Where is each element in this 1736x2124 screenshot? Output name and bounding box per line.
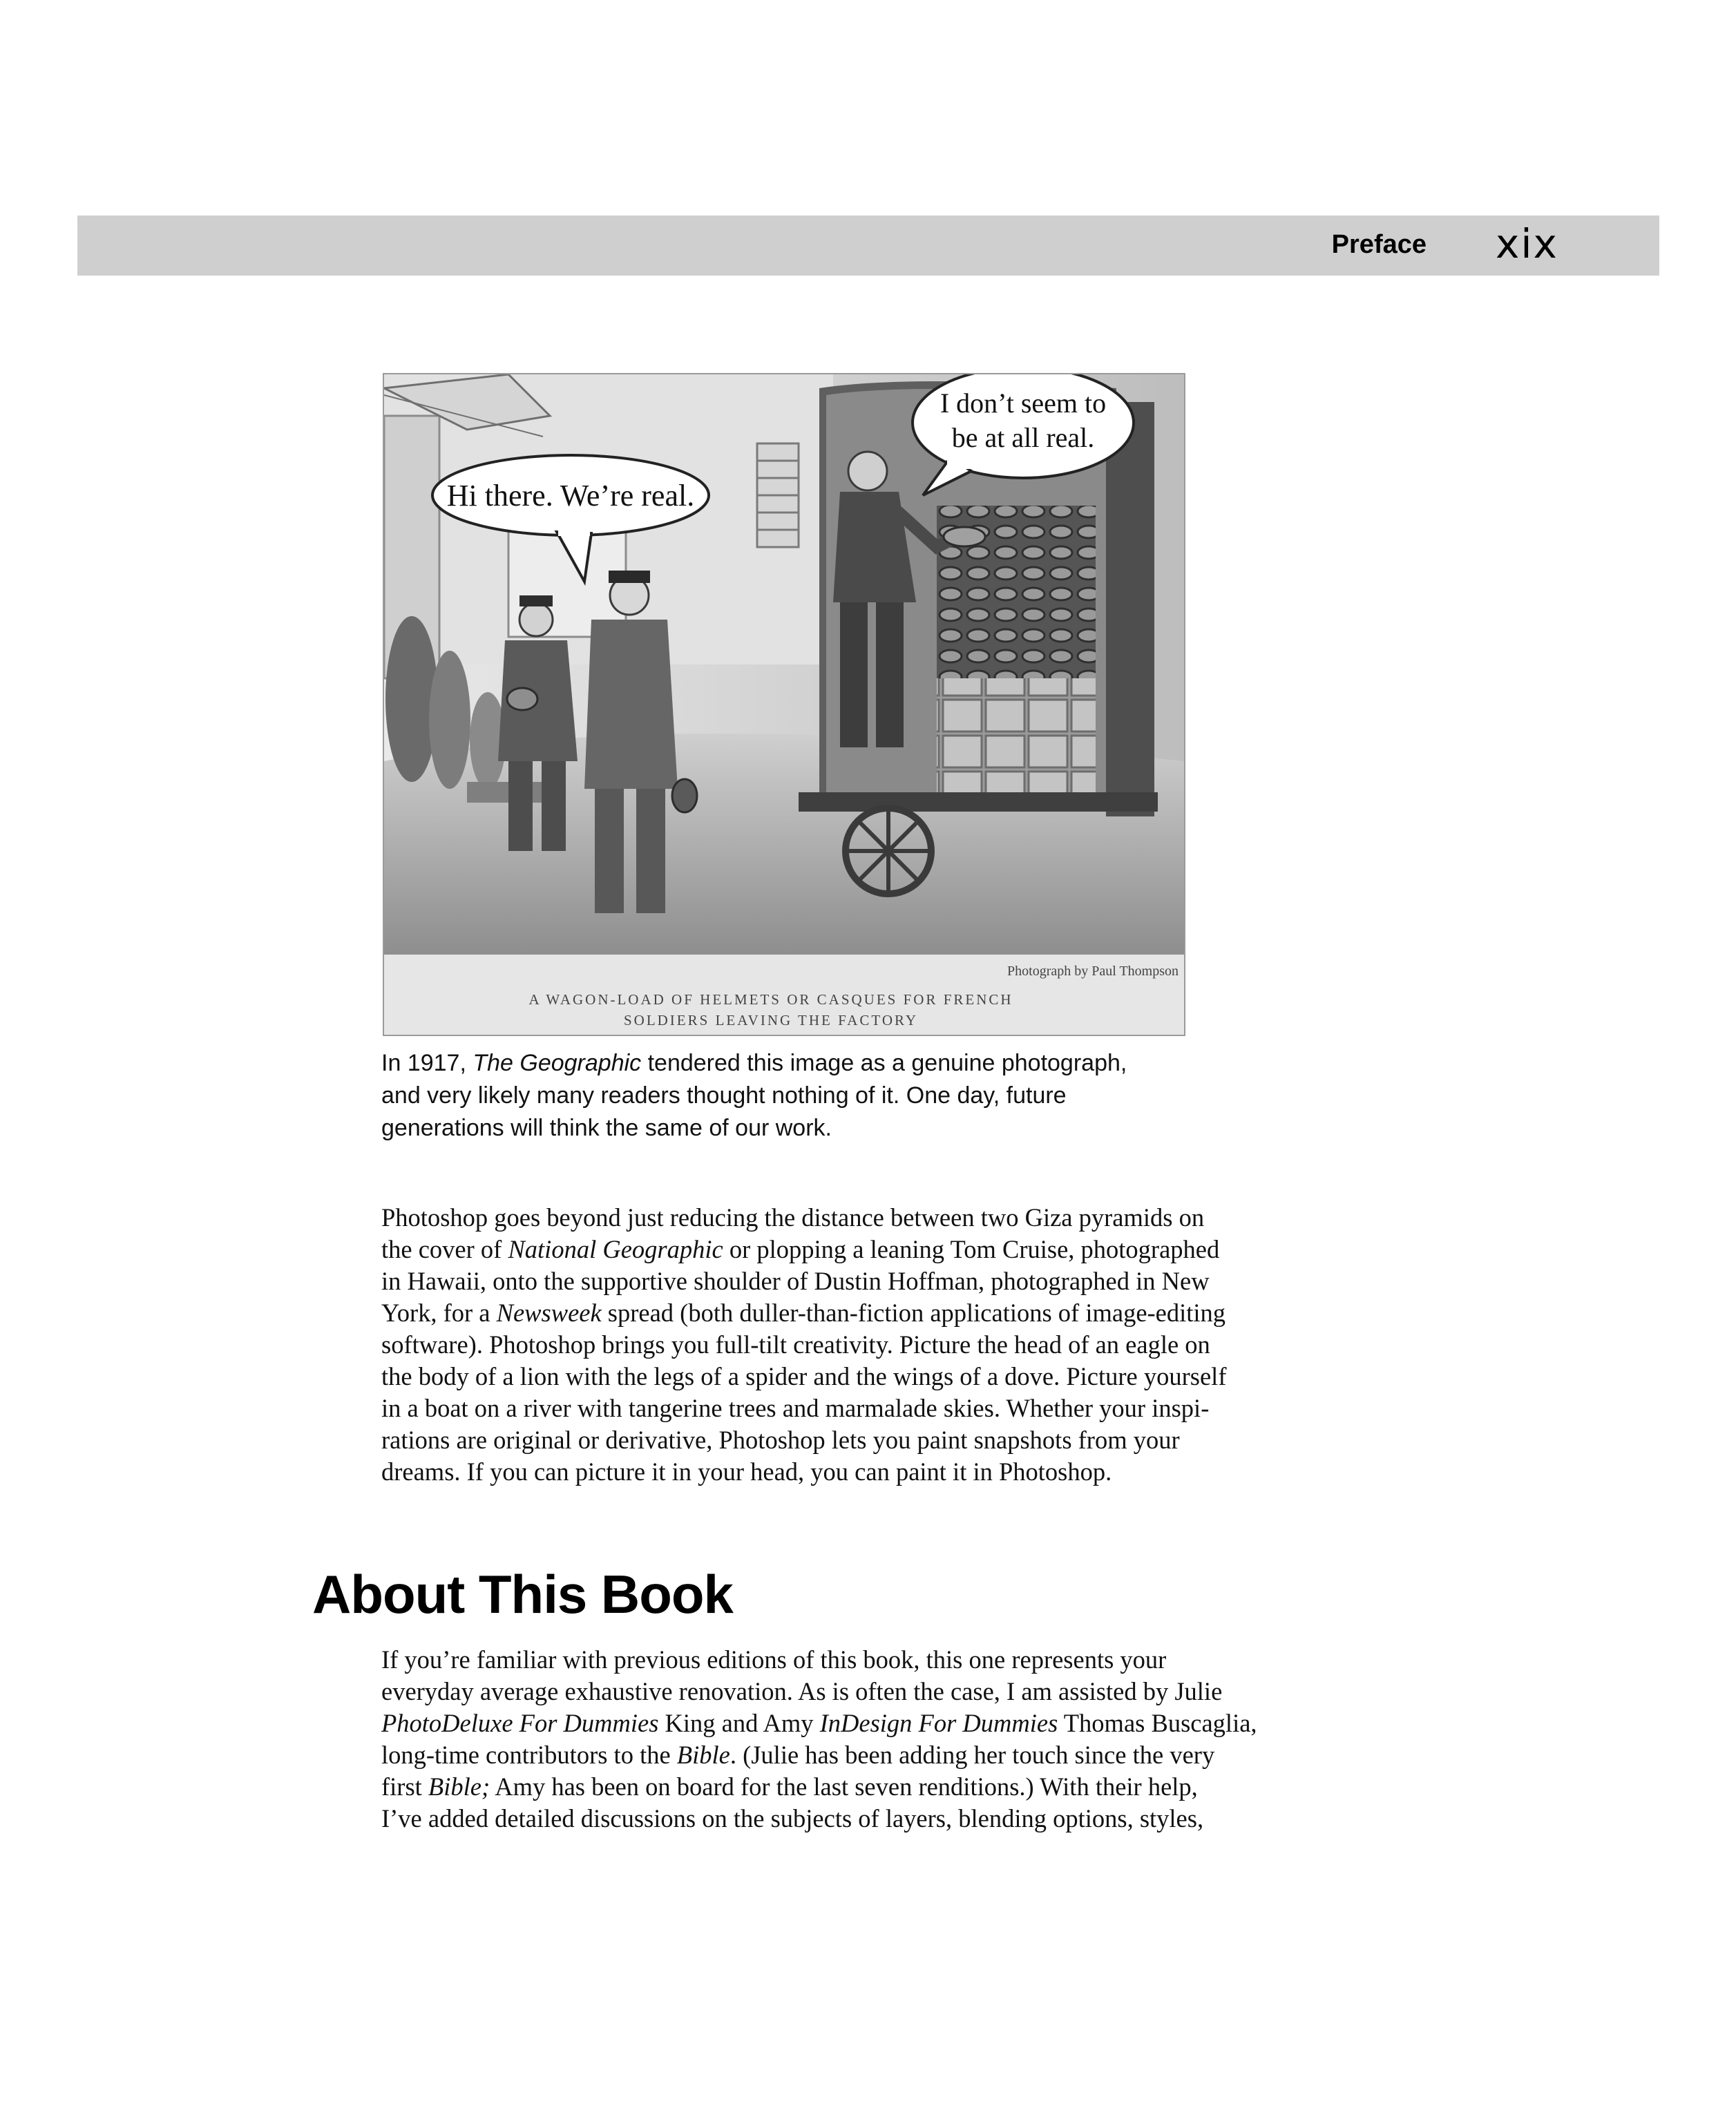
original-caption-line2: SOLDIERS LEAVING THE FACTORY — [623, 1012, 919, 1028]
text-run: Thomas Buscaglia, — [1058, 1709, 1257, 1737]
photo-illustration — [384, 374, 1184, 1035]
paragraph-line: I’ve added detailed discussions on the subjects of layers, blending options, styles, — [381, 1804, 1204, 1833]
paragraph-line: dreams. If you can picture it in your head, you can paint it in Photoshop. — [381, 1457, 1112, 1486]
text-run: King and Amy — [658, 1709, 820, 1737]
section-heading: About This Book — [312, 1564, 733, 1625]
paragraph-line — [381, 1739, 1431, 1771]
italic-title: National Geographic — [508, 1235, 723, 1263]
caption-text: tendered this image as a genuine photograph, — [641, 1050, 1127, 1076]
speech-bubble-right-line1: I don’t seem to — [939, 388, 1107, 419]
caption-text: In 1917, — [381, 1050, 473, 1076]
italic-title: Bible — [676, 1741, 730, 1769]
speech-bubble-left-text: Hi there. We’re real. — [446, 479, 695, 513]
paragraph-line — [381, 1234, 1431, 1265]
text-run: spread (both duller-than-fiction applications of image-editing — [601, 1299, 1226, 1327]
italic-title: PhotoDeluxe For Dummies — [381, 1709, 659, 1737]
paragraph-line: everyday average exhaustive renovation. As is often the case, I am assisted by Julie — [381, 1677, 1223, 1705]
caption-italic-title: The Geographic — [473, 1050, 642, 1076]
running-header-section: Preface — [1331, 230, 1427, 259]
paragraph-line: in Hawaii, onto the supportive shoulder of Dustin Hoffman, photographed in New — [381, 1267, 1210, 1295]
text-run: long-time contributors to the — [381, 1741, 677, 1769]
photo-credit: Photograph by Paul Thompson — [1007, 964, 1179, 979]
figure-photograph — [383, 373, 1185, 1036]
paragraph-line — [381, 1771, 1431, 1803]
italic-title: Bible; — [428, 1772, 490, 1801]
figure-caption — [381, 1047, 1252, 1145]
paragraph-line: rations are original or derivative, Photoshop lets you paint snapshots from your — [381, 1426, 1180, 1454]
caption-line: generations will think the same of our work. — [381, 1115, 832, 1141]
body-paragraph-2 — [381, 1644, 1431, 1835]
paragraph-line: software). Photoshop brings you full-tilt creativity. Picture the head of an eagle on — [381, 1330, 1210, 1359]
paragraph-line — [381, 1297, 1431, 1329]
paragraph-line — [381, 1707, 1431, 1739]
speech-bubble-right-line2: be at all real. — [951, 422, 1095, 453]
text-run: first — [381, 1772, 428, 1801]
paragraph-line: If you’re familiar with previous editions of this book, this one represents your — [381, 1645, 1167, 1674]
italic-title: Newsweek — [496, 1299, 602, 1327]
paragraph-line: the body of a lion with the legs of a spider and the wings of a dove. Picture yourself — [381, 1362, 1227, 1390]
text-run: . (Julie has been adding her touch since the very — [729, 1741, 1215, 1769]
text-run: the cover of — [381, 1235, 508, 1263]
text-run: Amy has been on board for the last seven renditions.) With their help, — [490, 1772, 1198, 1801]
text-run: or plopping a leaning Tom Cruise, photographed — [723, 1235, 1220, 1263]
page-number: xix — [1496, 220, 1558, 267]
paragraph-line: Photoshop goes beyond just reducing the distance between two Giza pyramids on — [381, 1203, 1205, 1232]
text-run: York, for a — [381, 1299, 497, 1327]
caption-line: and very likely many readers thought nothing of it. One day, future — [381, 1082, 1067, 1109]
original-caption-line1: A WAGON-LOAD OF HELMETS OR CASQUES FOR FRENCH — [528, 991, 1013, 1008]
italic-title: InDesign For Dummies — [819, 1709, 1058, 1737]
body-paragraph-1 — [381, 1202, 1431, 1488]
paragraph-line: in a boat on a river with tangerine trees and marmalade skies. Whether your inspi- — [381, 1394, 1210, 1422]
